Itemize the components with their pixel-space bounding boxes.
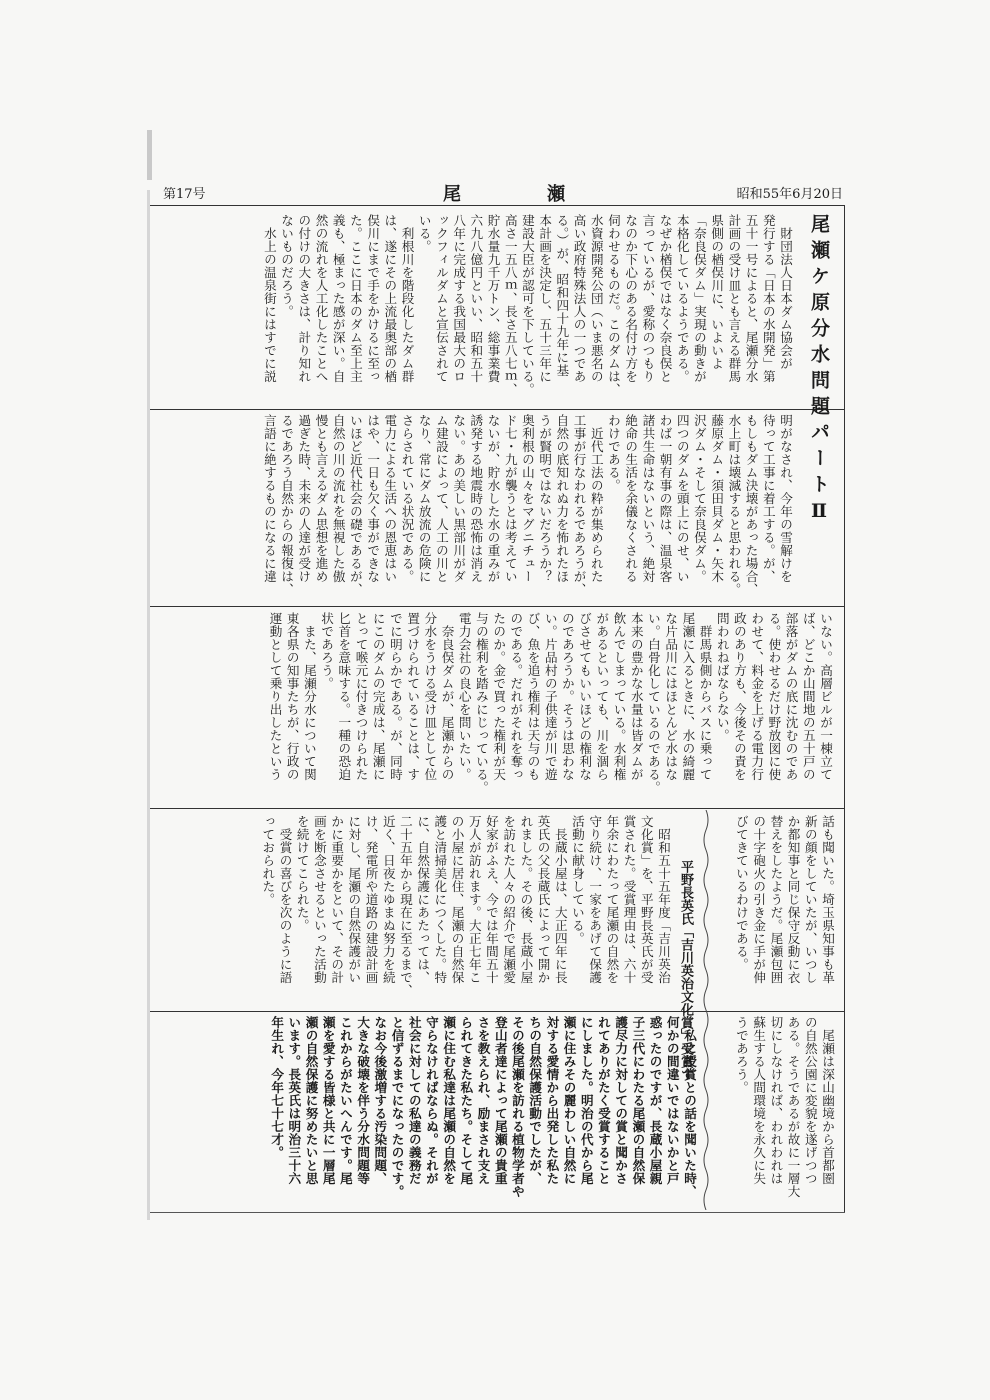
- tier-divider-3: [150, 808, 845, 809]
- award-headline: 平野長英氏「吉川英治文化賞」受賞す: [678, 860, 693, 1081]
- article-column-tier-4b: 尾瀬は深山幽境から首都圏 の自然公園に変貌を遂げつつ ある。そうであるが故に一層大 切にしなければ、われわれは 蘇生する人間環境を永久に失 うであろう。: [733, 1016, 835, 1198]
- section-wavy-divider: [702, 810, 710, 1210]
- award-body-column: 昭和五十五年度「吉川英治 文化賞」を、平野長英氏が受 賞された。受賞理由は、六十 年余にわたって尾瀬の自然を 守り続け、一家をあげて保護 活動に献身している。 長蔵小屋は、大正四年に長 英氏の父長蔵氏によって開か れました。その後、長蔵小屋 を訪れた人々の紹介で尾瀬愛 好家がふえ、今では年間五十 万人が訪れます。大正七年こ の小屋に居住、尾瀬の自然保 護と清掃美化につくした。特 に、自然保護にあたっては、 二十五年から現在に至るまで、 近く、日夜たゆまぬ努力を続 け、発電所や道路の建設計画 に対し、尾瀬の自然保護がい かに重要かをといて、その計 画を断念させるといった活動 を続けてこられた。 受賞の喜びを次のように語 っておられた。: [260, 815, 671, 997]
- binding-mark: [147, 190, 150, 1220]
- article-title: 尾瀬ケ原分水問題パートⅡ: [808, 214, 830, 529]
- tier-divider-2: [150, 606, 845, 607]
- award-quote-column: 私に授賞との話を聞いた時、 何かの間違いではないかと戸 惑ったのですが、長蔵小屋親 子三代にわたる尾瀬の自然保 護尽力に対しての賞と聞かさ れてありがたく受賞すること にしました。明治の代から尾 瀬に住みその麗わしい自然に 対する愛情から出発した私た ちの自然保護活動でしたが、 その後尾瀬を訪れる植物学者や 登山者達によって尾瀬の貴重 さを教えられ、励まされ支え られてきた私たち。そして尾 瀬に住む私達は尾瀬の自然を 守らなければならぬ。それが 社会に対しての私達の義務だ と信ずるまでになったのです。 なお今後激増する汚染問題、 大きな破壊を伴う分水問題等 これからがたいへんです。尾 瀬を愛する皆様と共に一層尾 瀬の自然保護に努めたいと思 います。長英氏は明治三十六 年生れ、今年七十七才。: [269, 1016, 697, 1198]
- frame-right-edge: [844, 205, 845, 1212]
- issue-number: 第17号: [163, 187, 206, 202]
- article-column-tier-1: 財団法人日本ダム協会が 発行する「日本の水開発」第 五十一号によると、尾瀬分水 計画の受け皿とも言える群馬 県側の楢俣川に、いよいよ 「奈良俣ダム」実現の動きが 本格化しているようである。 なぜか楢俣ではなく奈良俣と 言っているが、愛称のつもり なのか下心のある名付け方を 伺わせるものだ。このダムは、 水資源開発公団（いま悪名の 高い政府特殊法人の一つであ る。）が、昭和四十九年に基 本計画を決定し、五十三年に 建設大臣が認可を下している。 高さ一五八ｍ、長さ五八七ｍ、 貯水量九千万トン、総事業費 六九八億円といい、昭和五十 八年に完成する我国最大のロ ックフィルダムと宣伝されて いる。 利根川を階段化したダム群 は、遂にその上流最奥部の楢 俣川にまで手をかけるに至っ た。ここに日本のダム至上主 義も、極まった感が深い。自 然の流れを人工化したことへ の付けの大きさは、計り知れ ないものだろう。 水上の温泉街にはすでに説: [261, 214, 793, 396]
- article-column-tier-2: 明がなされ、今年の雪解けを 待って工事に着工する。が、 もしもダム決壊があった場合、 水上町は壊滅すると思われる。 藤原ダム・須田貝ダム・矢木 沢ダム・そして奈良俣ダム。 四つのダムを頭上にのせ、い わば一朝有事の際は、温泉客 諸共生命はないという、絶対 絶命の生活を余儀なくされる わけである。 近代工法の粋が集められた 工事が行なわれるであろうが、 自然の底知れぬ力を怖れたほ うが賢明ではないだろうか？ 奥利根の山々をマグニチュー ド七・九が襲うとは考えてい ないが、貯水した水の重みが 誘発する地震時の恐怖は消え ない。あの美しい黒部川がダ ム建設によって、人工の川と なり、常にダム放流の危険に さらされている状況である。 電力による生活への恩恵はい はや、一日も欠く事ができな いほど近代社会の礎であるが、 自然の川の流れを無視した傲 慢とも言えるダム思想を進め 過ぎた時、未来の人達が受け るであろう自然からの報復は、 言語に絶するものになるに違: [261, 414, 793, 596]
- bottom-rule: [150, 1212, 845, 1213]
- header-rule: [150, 205, 845, 206]
- tier-divider-1: [150, 409, 845, 410]
- binding-mark-top: [147, 130, 152, 180]
- newspaper-title: 尾 瀬: [443, 184, 599, 205]
- issue-date: 昭和55年6月20日: [736, 187, 843, 202]
- tier-divider-4: [150, 1011, 845, 1012]
- page-header: [163, 180, 843, 205]
- article-column-tier-4a: 話も聞いた。埼玉県知事も革 新の顔をしていたが、いつし か都知事と同じ保守反動に衣 替えをしたようだ。尾瀬包囲 の十字砲火の引き金に手が伸 びてきているわけである。: [733, 815, 835, 984]
- article-column-tier-3: いない。高層ビルが一棟立て ば、どこか山間地の五十戸の 部落がダムの底に沈むのであ る。使わせるだけ野放図に使 わせて、料金を上げる電力行 政のあり方も、今後その責を 問われねばならない。 群馬県側からバスに乗って 尾瀬に入るときに、水の綺麗 な片品川にはほとんど水はな い。白骨化しているのである。 本来の豊かな水量は皆ダムが 飲んでしまっている。水利権 があるといっても、川を涸ら びさせてもいいほどの権利な のであろうか。そうは思わな い。片品村の子供達が川で遊 び、魚を追う権利は天与のも のである。だれがそれを奪っ たのか。金で買った権利が天 与の権利を踏みにじっている。 電力会社の良心を問いたい。 奈良俣ダムが、尾瀬からの 分水をうける受け皿として位 置づけられていることは、す でに明らかである。が、同時 にこのダムの完成は、尾瀬に とって喉元に付きつけられた 匕首を意味する。一種の恐迫 状であろう。 また、尾瀬分水について関 東各県の知事たちが、行政の 運動として乗り出したという: [267, 612, 833, 794]
